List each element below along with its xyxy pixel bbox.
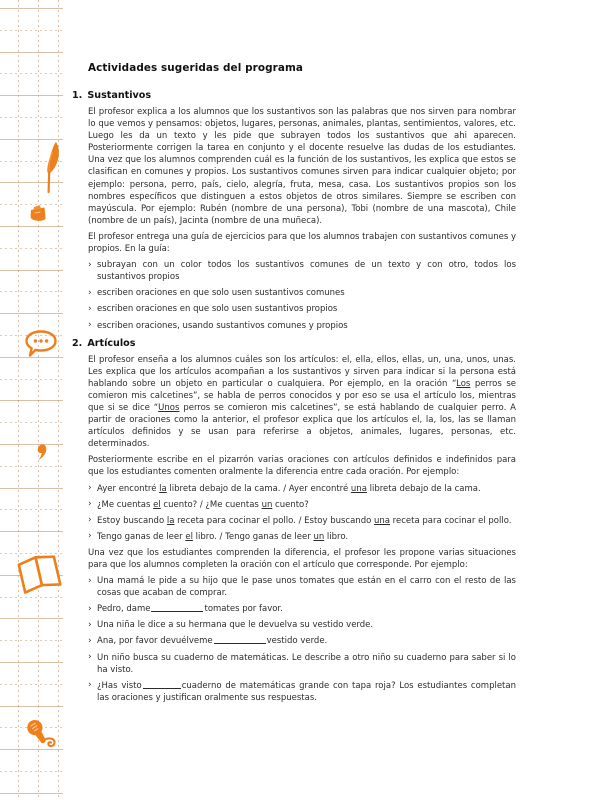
page-title: Actividades sugeridas del programa	[88, 62, 303, 74]
grid-horizontal-line	[0, 488, 63, 489]
grid-horizontal-line	[0, 30, 63, 31]
text: Un niño busca su cuaderno de matemáticas. Le describe a otro niño su cuaderno para saber si lo ha visto.	[97, 652, 516, 675]
text: Tengo ganas de leer	[97, 531, 186, 542]
grid-horizontal-line	[0, 313, 63, 314]
grid-horizontal-line	[0, 531, 63, 532]
grid-horizontal-line	[0, 684, 63, 685]
list-item: › subrayan con un color todos los sustantivos comunes de un texto y con otro, todos los sustantivos propios	[88, 259, 516, 283]
list-item: › escriben oraciones en que solo usen sustantivos comunes	[88, 287, 516, 299]
grid-horizontal-line	[0, 248, 63, 249]
section-number: 1.	[72, 90, 83, 101]
fill-in-blank	[214, 635, 266, 644]
comma-icon	[36, 443, 48, 463]
grid-horizontal-line	[0, 73, 63, 74]
grid-horizontal-line	[0, 793, 63, 794]
grid-horizontal-line	[0, 226, 63, 227]
list-item	[88, 483, 516, 495]
text: Ana, por favor devuélveme	[97, 636, 213, 647]
open-book-icon	[18, 552, 64, 592]
section-articulos	[72, 338, 516, 704]
paragraph: Posteriormente escribe en el pizarrón varias oraciones con artículos definidos e indefinidos para que los estudiantes comenten oralmente la diferencia entre cada oración. Por ejemplo:	[88, 455, 516, 478]
section-title: Sustantivos	[87, 90, 152, 101]
underlined-article: el	[153, 499, 161, 510]
list-item	[88, 499, 516, 511]
underlined-article: Unos	[158, 402, 180, 413]
paragraph-part: perros se comieron mis calcetines”, se está hablando de cualquier perro. A partir de oraciones como la anterior, el profesor explica que los artículos el, la, los, las se llaman artículos definidos y se usan para referirse a objetos, animales, lugares, personas, etc. determinados.	[88, 402, 516, 450]
text: tomates por favor.	[204, 604, 283, 615]
text: Una mamá le pide a su hijo que le pase unos tomates que están en el carro con el resto de las cosas que acaban de comprar.	[97, 576, 516, 599]
grid-horizontal-line	[0, 771, 63, 772]
grid-horizontal-line	[0, 640, 63, 641]
list-item	[88, 575, 516, 599]
underlined-article: la	[166, 515, 175, 526]
list-item	[88, 515, 516, 527]
grid-horizontal-line	[0, 466, 63, 467]
list-item: › escriben oraciones, usando sustantivos comunes y propios	[88, 320, 516, 332]
list-item	[88, 603, 516, 615]
underlined-article: una	[350, 483, 367, 494]
grid-horizontal-line	[0, 706, 63, 707]
text: libreta debajo de la cama.	[366, 483, 481, 494]
fill-in-blank	[143, 680, 181, 689]
text: cuento?	[272, 499, 309, 510]
list-item	[88, 635, 516, 647]
paragraph: El profesor entrega una guía de ejercicios para que los alumnos trabajen con sustantivos comunes y propios. En la guía:	[88, 231, 516, 255]
grid-horizontal-line	[0, 597, 63, 598]
text: libro. / Tengo ganas de leer	[192, 531, 314, 542]
grid-horizontal-line	[0, 270, 63, 271]
grid-horizontal-line	[0, 422, 63, 423]
text: ¿Me cuentas	[97, 499, 154, 510]
microphone-icon	[22, 718, 64, 754]
section-number: 2.	[72, 337, 83, 349]
paragraph-part: El profesor enseña a los alumnos cuáles son los artículos: el, ella, ellos, ellas, un, una, unos, unas. Les explica que los artículos acompañan a los sustantivos y sirven para indicar si la persona está hablando sobre un objeto en particular o cualquiera. Por ejemplo, en la oración “	[88, 354, 516, 389]
fill-in-blank	[151, 603, 203, 612]
list-item: › escriben oraciones en que solo usen sustantivos propios	[88, 303, 516, 315]
paragraph: Una vez que los estudiantes comprenden la diferencia, el profesor les propone varias situaciones para que los alumnos completen la oración con el artículo que corresponde. Por ejemplo:	[88, 547, 516, 570]
section-heading-articulos	[72, 338, 516, 349]
speech-bubble-icon	[25, 329, 58, 359]
grid-horizontal-line	[0, 662, 63, 663]
underlined-article: la	[159, 483, 167, 494]
grid-horizontal-line	[0, 117, 63, 118]
underlined-article: Los	[456, 378, 471, 389]
text: Ayer encontré	[97, 483, 160, 494]
text: vestido verde.	[266, 636, 328, 647]
text: libro.	[324, 531, 349, 542]
text: Una niña le dice a su hermana que le devuelva su vestido verde.	[97, 620, 374, 631]
list-item	[88, 619, 516, 631]
list-item	[88, 680, 516, 704]
grid-horizontal-line	[0, 509, 63, 510]
underlined-article: una	[374, 515, 390, 526]
text: cuento? / ¿Me cuentas	[160, 499, 262, 510]
grid-horizontal-line	[0, 8, 63, 9]
grid-horizontal-line	[0, 52, 63, 53]
list-item	[88, 531, 516, 543]
section-title: Artículos	[87, 337, 136, 349]
grid-horizontal-line	[0, 379, 63, 380]
inkwell-icon	[28, 204, 48, 222]
text: receta para cocinar el pollo. / Estoy buscando	[174, 515, 374, 526]
paragraph	[88, 354, 516, 451]
document-body	[72, 62, 516, 708]
text: Estoy buscando	[97, 515, 167, 526]
grid-horizontal-line	[0, 444, 63, 445]
list-item	[88, 652, 516, 676]
underlined-article: el	[185, 531, 193, 542]
paragraph: El profesor explica a los alumnos que los sustantivos son las palabras que nos sirven para nombrar lo que vemos y pensamos: objetos, lugares, personas, animales, plantas, sentimientos, valores, etc. Luego les da un texto y les pide que subrayen todos los sustantivos que ahi aparecen. Posteriormente corrigen la tarea en conjunto y el docente resuelve las dudas de los estudiantes. Una vez que los alumnos comprenden cuál es la función de los sustantivos, les explica que estos se clasifican en comunes y propios. Los sustantivos comunes sirven para indicar cualquier objeto; por ejemplo: persona, perro, país, cielo, alegría, fruta, mesa, casa. Los sustantivos propios son los nombres específicos que distinguen a estos objetos de otros similares. Siempre se escriben con mayúscula. Por ejemplo: Rubén (nombre de una persona), Tobi (nombre de una mascota), Chile (nombre de un país), Jacinta (nombre de una muñeca).	[88, 107, 516, 226]
text: Pedro, dame	[97, 604, 151, 615]
grid-horizontal-line	[0, 618, 63, 619]
text: ¿Has visto	[97, 680, 142, 691]
text: cuaderno de matemáticas grande con tapa roja? Los estudiantes completan las oraciones y justifican oralmente sus respuestas.	[97, 680, 516, 703]
section-sustantivos	[72, 90, 516, 332]
grid-vertical-line	[58, 0, 59, 800]
bullet-list-situaciones	[88, 575, 516, 704]
underlined-article: un	[313, 531, 325, 542]
grid-horizontal-line	[0, 400, 63, 401]
underlined-article: un	[261, 499, 273, 510]
section-heading-sustantivos	[72, 90, 516, 101]
grid-vertical-line	[18, 0, 19, 800]
bullet-list-guia	[88, 259, 516, 331]
text: libreta debajo de la cama. / Ayer encontré	[166, 483, 351, 494]
margin-grid-decoration	[0, 0, 63, 800]
grid-horizontal-line	[0, 291, 63, 292]
text: receta para cocinar el pollo.	[389, 515, 512, 526]
bullet-list-ejemplos	[88, 483, 516, 543]
grid-horizontal-line	[0, 95, 63, 96]
quill-pen-icon	[40, 140, 62, 198]
grid-vertical-line	[38, 0, 39, 800]
paragraph-part: perros se comieron mis calcetines”, se habla de perros conocidos y por eso se usa el artículo los, mientras que si se dice “	[88, 378, 517, 413]
